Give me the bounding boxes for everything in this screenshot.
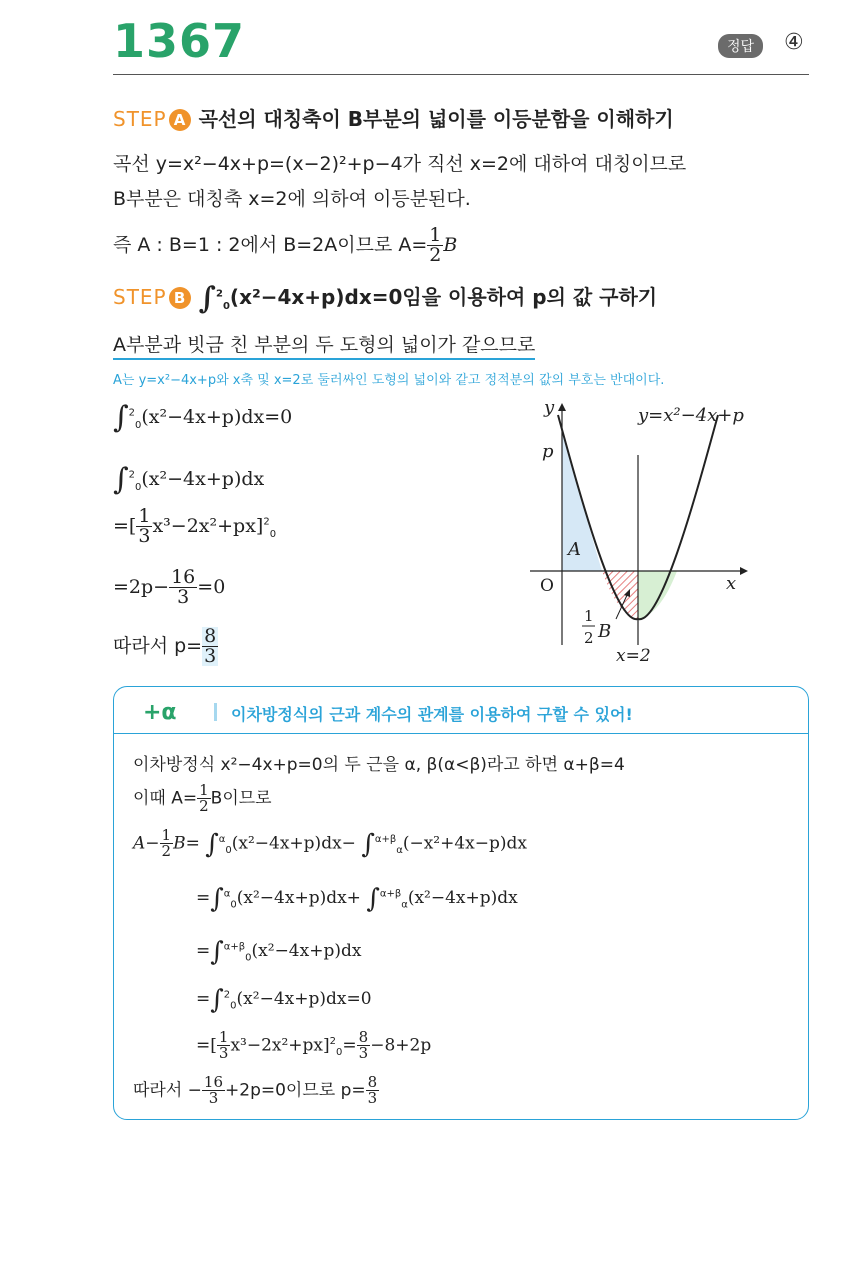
half-num: 1 [584,607,594,625]
text-a-line1: 곡선 y=x²−4x+p=(x−2)²+p−4가 직선 x=2에 대하여 대칭이므로 [113,153,687,175]
blue-note: A는 y=x²−4x+p와 x축 및 x=2로 둘러싸인 도형의 넓이와 같고 정적분의 값의 부호는 반대이다. [113,373,665,388]
half-b-label: B [598,621,612,642]
alpha-title: 이차방정식의 근과 계수의 관계를 이용하여 구할 수 있어! [231,705,633,724]
step-b-title: (x²−4x+p)dx=0임을 이용하여 p의 값 구하기 [229,285,658,309]
text-a-line3 [113,226,457,265]
eq-final: 따라서 p= $\frac{8}{3}$ [113,625,217,667]
half-den: 2 [584,629,594,647]
alpha-row1: A− $\frac{1}{2}$ B= ∫$^\alpha_0$(x²−4x+p)dx− ∫$^{\alpha+\beta}_\alpha$(−x²+4x−p)dx [133,826,527,860]
problem-number: 1367 [113,14,246,68]
step-b-heading: STEP B ∫$^2_0$(x²−4x+p)dx=0임을 이용하여 p의 값 구하기 [113,281,658,316]
alpha-line1: 이차방정식 x²−4x+p=0의 두 근을 α, β(α<β)라고 하면 α+β=4 [133,755,625,775]
curve-label: y=x²−4x+p [638,405,744,426]
underlined-sentence: A부분과 빗금 친 부분의 두 도형의 넓이가 같으므로 [113,330,535,360]
eq-4: =2p− $\frac{16}{3}$ =0 [113,566,226,608]
a-label: A [568,539,581,560]
alpha-row4: =∫$^2_0$(x²−4x+p)dx=0 [196,985,372,1015]
header-divider [113,74,809,75]
integral-sign: ∫ [198,281,216,316]
answer-badge: 정답 [718,34,763,58]
step-a-heading [113,103,674,132]
alpha-row5: =[ $\frac{1}{3}$ x³−2x²+px]$^2_0$= $\frac{8}{3}$ −8+2p [196,1028,432,1062]
answer-value: ④ [784,30,804,55]
alpha-icon: +α [143,700,177,725]
fraction-1-2: $\frac{1}{2}$ [429,224,442,266]
step-b-label: STEP [113,285,167,309]
alpha-row2: =∫$^\alpha_0$(x²−4x+p)dx+ ∫$^{\alpha+\beta}_\alpha$(x²−4x+p)dx [196,884,518,914]
origin-label: O [540,576,554,596]
step-b-letter: B [169,287,191,309]
x-axis-label: x [726,573,737,594]
alpha-final: 따라서 − $\frac{16}{3}$ +2p=0이므로 p= $\frac{8}{3}$ [133,1073,378,1107]
parabola-graph [520,395,790,665]
text-a-line2: B부분은 대칭축 x=2에 의하여 이등분된다. [113,188,471,210]
alpha-row3: =∫$^{\alpha+\beta}_0$(x²−4x+p)dx [196,937,362,967]
text-a-line3-prefix: 즉 A : B=1 : 2에서 B=2A이므로 A= [113,234,428,256]
eq-2: ∫$^2_0$(x²−4x+p)dx [113,462,265,497]
step-a-title: 곡선의 대칭축이 B부분의 넓이를 이등분함을 이해하기 [198,107,674,131]
step-a-label: STEP [113,107,167,131]
step-a-letter: A [169,109,191,131]
p-label: p [542,441,554,462]
eq-3: =[ $\frac{1}{3}$ x³−2x²+px]$^2_0$ [113,505,277,547]
alpha-line2: 이때 A= $\frac{1}{2}$ B이므로 [133,781,272,815]
x2-label: x=2 [616,646,651,665]
alpha-divider [214,703,217,721]
alpha-head-line [113,733,809,734]
region-half-b-green [638,571,677,619]
y-axis-label: y [544,397,555,418]
text-a-line3-suffix: B [443,234,458,256]
eq-1: ∫$^2_0$(x²−4x+p)dx=0 [113,400,293,435]
